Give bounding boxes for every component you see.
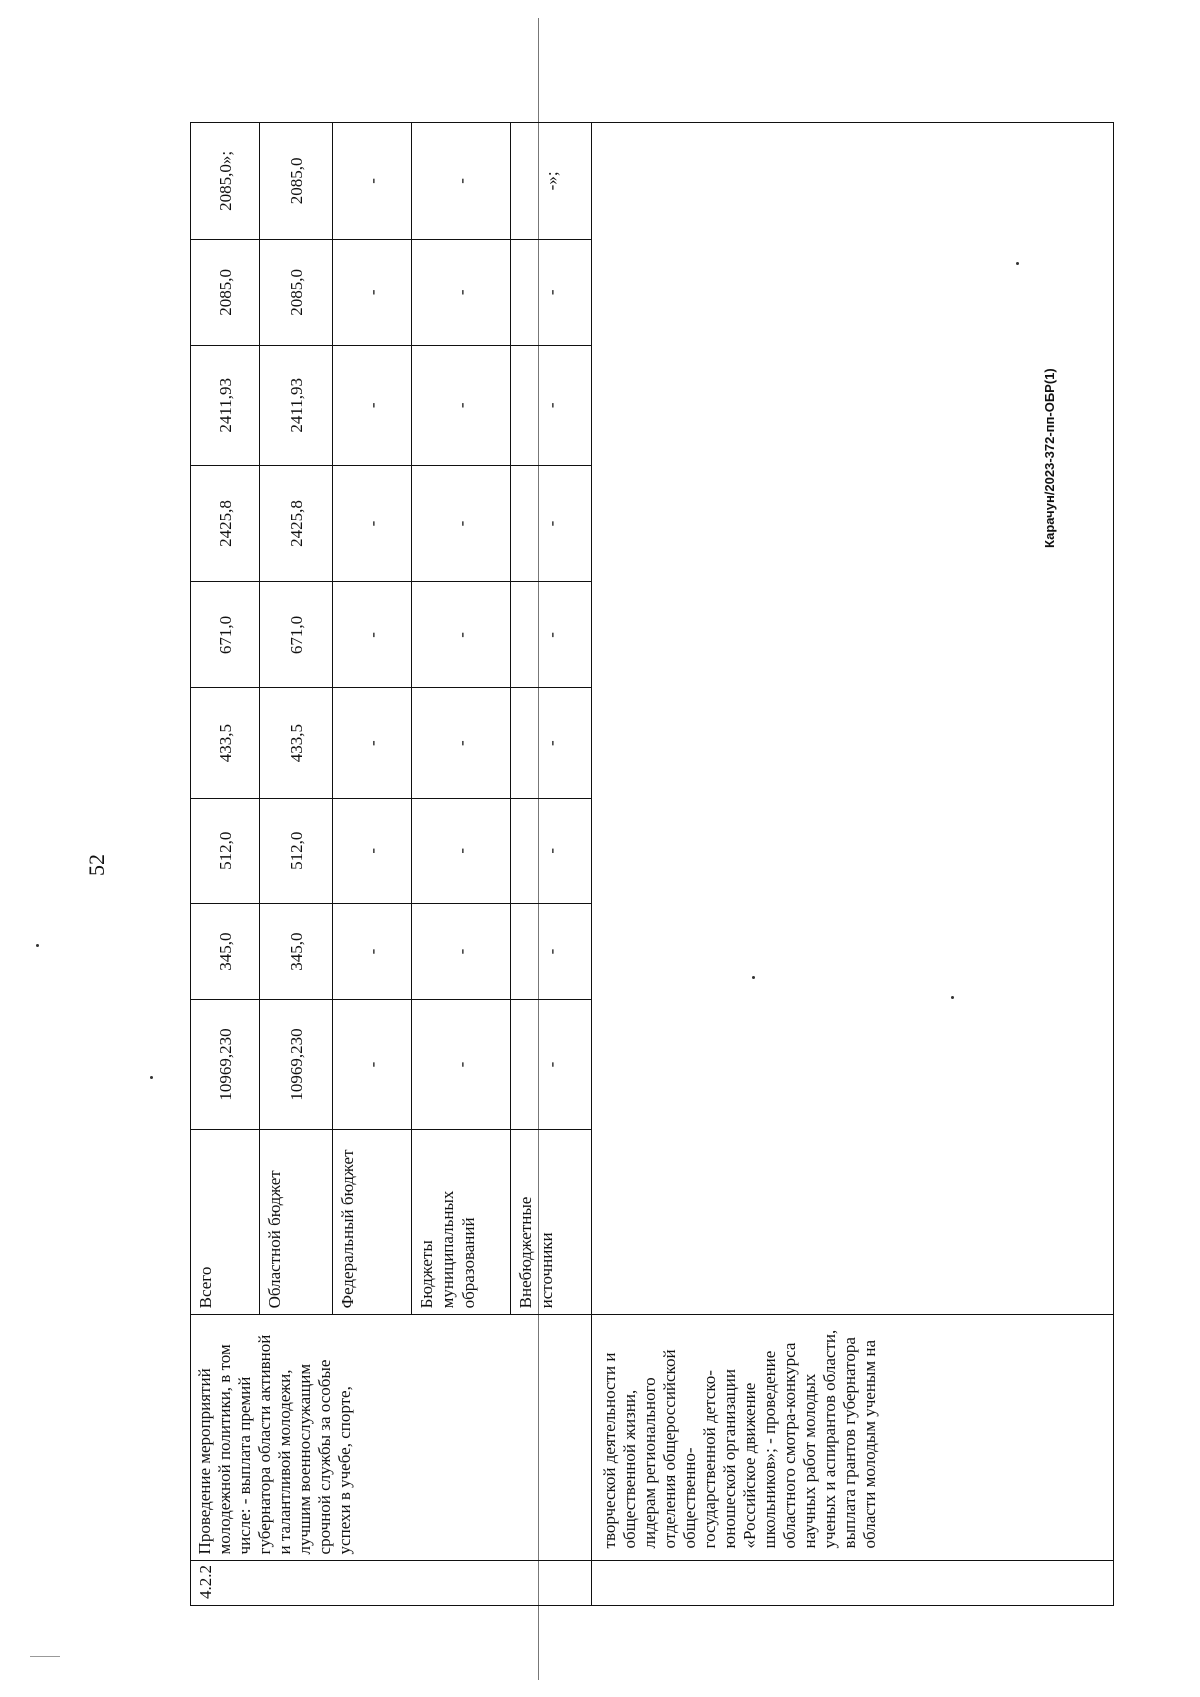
value-cell: 345,0	[191, 903, 260, 1000]
item-number: 4.2.2	[191, 1561, 592, 1606]
continuation-blank	[592, 123, 1114, 1315]
value-cell: -	[333, 688, 412, 798]
value-cell: 2085,0	[260, 239, 333, 345]
value-cell: -	[333, 239, 412, 345]
value-cell: -	[333, 465, 412, 582]
value-cell: 2411,93	[191, 345, 260, 465]
funding-table	[190, 122, 1114, 1606]
document-code: Карачун/2023-372-пп-ОБР(1)	[1042, 368, 1057, 548]
crop-mark	[30, 1656, 60, 1657]
value-cell: -	[412, 798, 511, 903]
value-cell: 2085,0	[191, 239, 260, 345]
value-cell: 433,5	[191, 688, 260, 798]
item-name-continued	[592, 1315, 1114, 1561]
source-label: Областной бюджет	[260, 1129, 333, 1315]
value-cell: -	[412, 465, 511, 582]
value-cell: 512,0	[260, 798, 333, 903]
value-cell: -	[333, 903, 412, 1000]
value-cell: 345,0	[260, 903, 333, 1000]
value-cell: -	[511, 582, 592, 688]
value-cell: -	[412, 239, 511, 345]
value-cell: -	[511, 239, 592, 345]
value-cell: -	[333, 345, 412, 465]
value-cell: -	[511, 688, 592, 798]
item-name-cell	[191, 1315, 592, 1561]
value-cell: -	[511, 798, 592, 903]
value-cell: -	[412, 1000, 511, 1129]
value-cell: 2425,8	[191, 465, 260, 582]
value-cell: 10969,230	[191, 1000, 260, 1129]
value-cell: -	[412, 688, 511, 798]
source-label: Всего	[191, 1129, 260, 1315]
table-row	[191, 123, 260, 1606]
item-name-part2: творческой деятельности и общественной жизни, лидерам регионального отделения общероссийской общественно-государственной детско-юношеской организации «Российское движение школьников»; - проведение областного смотра-конкурса научных работ молодых ученых и аспирантов области, выплата грантов губернатора области молодым ученым на	[600, 1329, 879, 1549]
value-cell: 2425,8	[260, 465, 333, 582]
scan-speck	[36, 944, 39, 947]
source-label: Федеральный бюджет	[333, 1129, 412, 1315]
value-cell: -	[511, 345, 592, 465]
value-cell: 2085,0	[260, 123, 333, 240]
rotated-table-sheet	[190, 122, 1114, 1606]
value-cell: 2085,0»;	[191, 123, 260, 240]
value-cell: 512,0	[191, 798, 260, 903]
value-cell: -	[511, 903, 592, 1000]
item-name-part1: Проведение мероприятий молодежной политики, в том числе: - выплата премий губернатора области активной и талантливой молодежи, лучшим военнослужащим срочной службы за особые успехи в учебе, спорте,	[195, 1334, 354, 1555]
scan-speck	[150, 1076, 153, 1079]
value-cell: 433,5	[260, 688, 333, 798]
value-cell: -	[412, 582, 511, 688]
value-cell: -	[412, 345, 511, 465]
item-number-continued	[592, 1561, 1114, 1606]
value-cell: -	[333, 123, 412, 240]
page-number: 52	[84, 854, 109, 876]
value-cell: -»;	[511, 123, 592, 240]
source-label: Бюджеты муниципальных образований	[412, 1129, 511, 1315]
table-row	[592, 123, 1114, 1606]
value-cell: -	[333, 582, 412, 688]
value-cell: 671,0	[191, 582, 260, 688]
value-cell: -	[412, 123, 511, 240]
value-cell: 10969,230	[260, 1000, 333, 1129]
value-cell: 671,0	[260, 582, 333, 688]
value-cell: -	[333, 798, 412, 903]
value-cell: -	[511, 1000, 592, 1129]
source-label: Внебюджетные источники	[511, 1129, 592, 1315]
value-cell: -	[333, 1000, 412, 1129]
value-cell: -	[412, 903, 511, 1000]
value-cell: -	[511, 465, 592, 582]
value-cell: 2411,93	[260, 345, 333, 465]
